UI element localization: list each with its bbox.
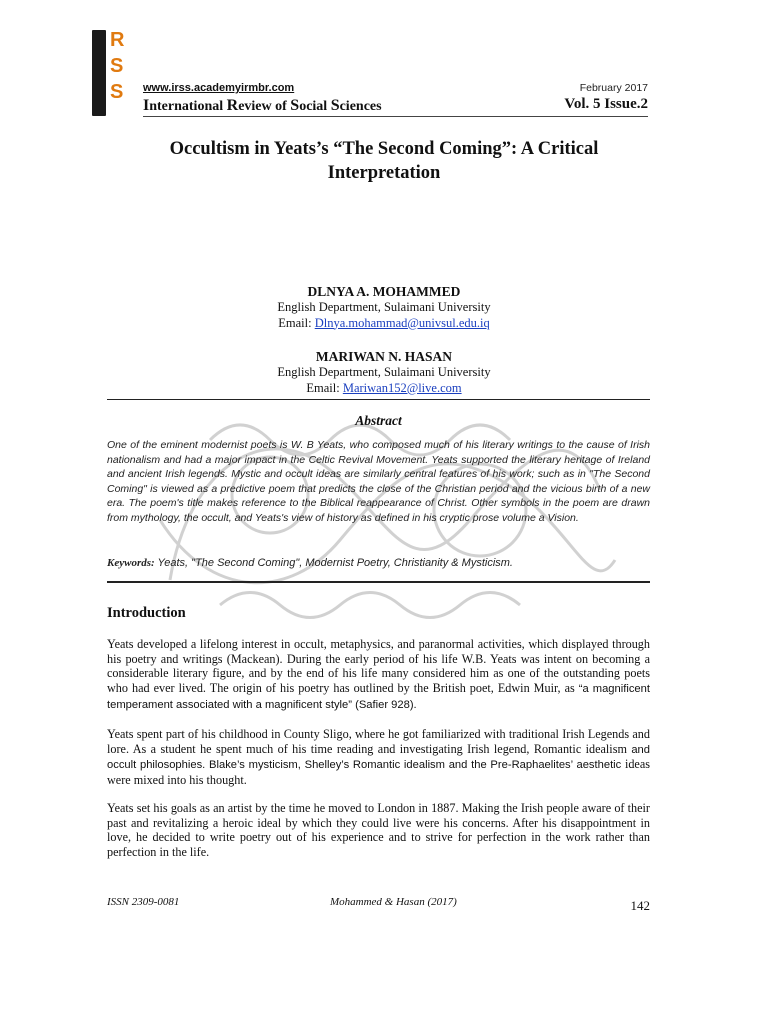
footer-issn: ISSN 2309-0081 [107, 896, 180, 908]
author-block-1: DLNYA A. MOHAMMED English Department, Sulaimani University Email: Dlnya.mohammad@univsul.edu.iq [100, 283, 668, 331]
paper-title: Occultism in Yeats’s “The Second Coming”: A Critical Interpretation [169, 139, 599, 183]
logo-letter-s: S [110, 55, 124, 77]
abstract-top-rule [107, 399, 650, 400]
logo-letter-s2: S [110, 81, 124, 103]
issue-date: February 2017 [579, 82, 648, 94]
abstract-text: One of the eminent modernist poets is W. B Yeats, who composed much of his literary writings to the cause of Irish nationalism and had a major impact in the Celtic Revival Movement. Yeats supported the literary heritage of Ireland and ancient Irish legends. Mystic and occult ideas are similarly central features of his work; such as in "The Second Coming" is viewed as a predictive poem that predicts the close of the Christian period and the vicious birth of a new era. The poem's title makes reference to the Biblical reappearance of Christ. Other symbols in the poem are drawn from mythology, the occult, and Yeats's view of history as defined in his cryptic prose volume a Vision. [107, 439, 650, 524]
author-name: MARIWAN N. HASAN [315, 349, 453, 364]
abstract-heading: Abstract [355, 413, 402, 428]
author-affiliation: English Department, Sulaimani University [277, 300, 491, 314]
author-email-link[interactable]: Dlnya.mohammad@univsul.edu.iq [314, 315, 490, 330]
keywords: Keywords: Yeats, "The Second Coming", Modernist Poetry, Christianity & Mysticism. [107, 557, 513, 569]
author-name: DLNYA A. MOHAMMED [307, 284, 461, 299]
abstract-bottom-rule [107, 581, 650, 583]
volume-issue: Vol. 5 Issue.2 [564, 96, 648, 112]
footer-authors: Mohammed & Hasan (2017) [330, 896, 457, 908]
page-number: 142 [630, 898, 650, 913]
header-divider [143, 116, 648, 117]
author-block-2: MARIWAN N. HASAN English Department, Sulaimani University Email: Mariwan152@live.com [100, 348, 668, 396]
author-affiliation: English Department, Sulaimani University [277, 365, 491, 379]
logo-bar [92, 30, 106, 116]
paragraph-1: Yeats developed a lifelong interest in occult, metaphysics, and paranormal activities, which displayed through his poetry and writings (Mackean). During the early period of his life W.B. Yeats was intent on becoming a considerable literary figure, and by the end of his life many considered him as one of the outstanding poets who had ever lived. The origin of his poetry has outlined by the British poet, Edwin Muir, as “a magnificent temperament associated with a magnificent style” (Safier 928). [107, 637, 650, 711]
journal-name: International Review of Social Sciences [143, 97, 382, 114]
paragraph-2: Yeats spent part of his childhood in County Sligo, where he got familiarized with traditional Irish Legends and lore. As a student he spent much of his time reading and investigating Irish legend, Romantic idealism and occult philosophies. Blake’s mysticism, Shelley’s Romantic idealism and the Pre-Raphaelites’ aesthetic ideas were mixed into his thought. [107, 727, 650, 788]
author-email-link[interactable]: Mariwan152@live.com [342, 380, 462, 395]
logo-letter-r: R [110, 29, 125, 51]
journal-logo [92, 30, 132, 118]
journal-url[interactable]: www.irss.academyirmbr.com [143, 82, 295, 94]
paragraph-3: Yeats set his goals as an artist by the time he moved to London in 1887. Making the Irish people aware of their past and revitalizing a heroic ideal by which they could live were his concerns. After his disappointment in love, he decided to write poetry out of his experience and to strive for perfection in the work rather than perfection in the life. [107, 801, 650, 860]
section-heading-introduction: Introduction [107, 605, 186, 621]
